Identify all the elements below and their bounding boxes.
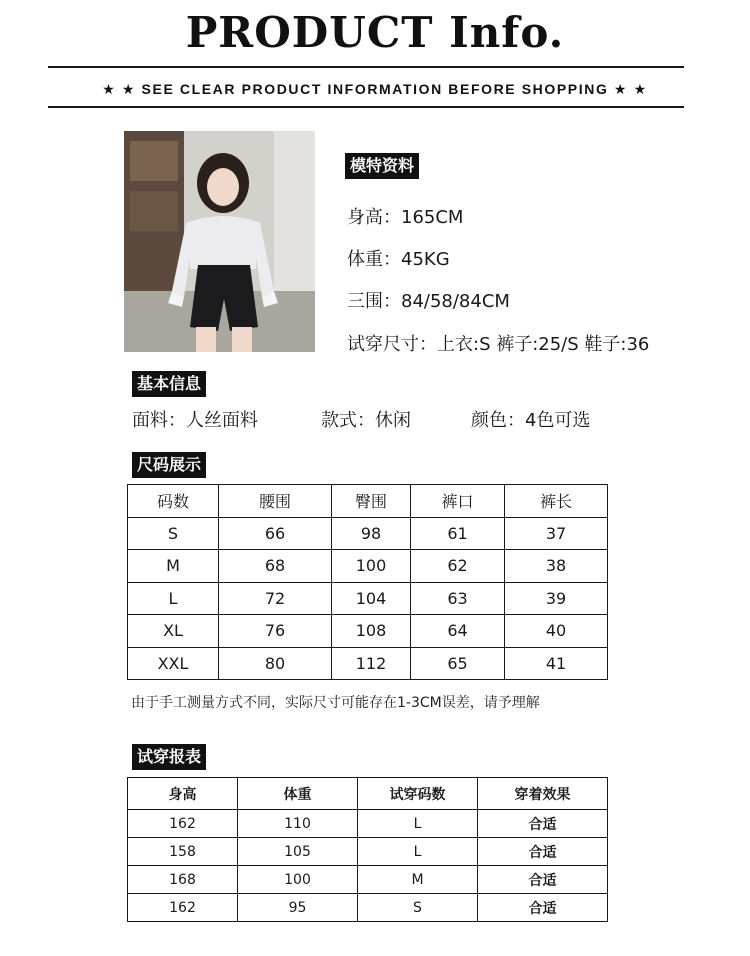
model-photo — [124, 131, 315, 352]
table-cell: 合适 — [478, 894, 608, 922]
table-cell: S — [128, 517, 219, 550]
table-cell: 162 — [128, 894, 238, 922]
table-cell: 66 — [219, 517, 332, 550]
table-cell: 158 — [128, 838, 238, 866]
size-chart-header-row — [128, 485, 608, 518]
table-row — [128, 894, 608, 922]
table-cell: 100 — [332, 550, 411, 583]
table-cell: 72 — [219, 582, 332, 615]
model-weight: 体重：45KG — [347, 249, 450, 270]
table-cell: 37 — [505, 517, 608, 550]
table-row — [128, 866, 608, 894]
table-row — [128, 810, 608, 838]
top-divider — [48, 66, 684, 68]
table-row — [128, 615, 608, 648]
size-chart-header: 腰围 — [219, 485, 332, 518]
table-cell: S — [358, 894, 478, 922]
size-chart-header: 裤口 — [411, 485, 505, 518]
table-cell: 68 — [219, 550, 332, 583]
table-cell: 64 — [411, 615, 505, 648]
table-cell: 39 — [505, 582, 608, 615]
measurement-note: 由于手工测量方式不同，实际尺寸可能存在1-3CM误差，请予理解 — [131, 695, 540, 711]
try-on-header: 试穿码数 — [358, 778, 478, 810]
model-info-label: 模特资料 — [345, 153, 419, 179]
try-on-header: 穿着效果 — [478, 778, 608, 810]
table-cell: 98 — [332, 517, 411, 550]
table-row — [128, 550, 608, 583]
fabric-info: 面料：人丝面料 — [132, 410, 258, 431]
table-cell: 40 — [505, 615, 608, 648]
basic-info-label: 基本信息 — [132, 371, 206, 397]
table-cell: 162 — [128, 810, 238, 838]
table-cell: 112 — [332, 647, 411, 680]
model-height: 身高：165CM — [347, 207, 464, 228]
table-cell: 105 — [238, 838, 358, 866]
table-cell: L — [358, 810, 478, 838]
table-cell: XL — [128, 615, 219, 648]
size-chart-label: 尺码展示 — [132, 452, 206, 478]
bottom-divider — [48, 106, 684, 108]
table-row — [128, 517, 608, 550]
table-cell: M — [128, 550, 219, 583]
table-cell: 100 — [238, 866, 358, 894]
model-photo-illustration — [124, 131, 315, 352]
table-cell: 63 — [411, 582, 505, 615]
size-chart-header: 裤长 — [505, 485, 608, 518]
table-cell: 38 — [505, 550, 608, 583]
try-on-header: 身高 — [128, 778, 238, 810]
table-cell: XXL — [128, 647, 219, 680]
table-cell: 168 — [128, 866, 238, 894]
model-measurements: 三围：84/58/84CM — [347, 291, 510, 312]
table-row — [128, 582, 608, 615]
table-cell: 65 — [411, 647, 505, 680]
table-cell: 95 — [238, 894, 358, 922]
table-cell: 80 — [219, 647, 332, 680]
try-on-table — [127, 777, 608, 922]
table-cell: 41 — [505, 647, 608, 680]
table-cell: 104 — [332, 582, 411, 615]
table-cell: 62 — [411, 550, 505, 583]
table-cell: 合适 — [478, 866, 608, 894]
size-chart-header: 臀围 — [332, 485, 411, 518]
table-cell: 合适 — [478, 838, 608, 866]
page-subtitle: ★ ★ SEE CLEAR PRODUCT INFORMATION BEFORE SHOPPING ★ ★ — [102, 81, 648, 97]
table-cell: 108 — [332, 615, 411, 648]
try-on-header: 体重 — [238, 778, 358, 810]
style-info: 款式：休闲 — [321, 410, 411, 431]
size-chart-header: 码数 — [128, 485, 219, 518]
try-on-header-row — [128, 778, 608, 810]
table-cell: M — [358, 866, 478, 894]
color-info: 颜色：4色可选 — [471, 410, 591, 431]
table-cell: L — [358, 838, 478, 866]
table-cell: 110 — [238, 810, 358, 838]
table-cell: 76 — [219, 615, 332, 648]
try-on-label: 试穿报表 — [132, 744, 206, 770]
table-cell: L — [128, 582, 219, 615]
table-cell: 合适 — [478, 810, 608, 838]
table-cell: 61 — [411, 517, 505, 550]
table-row — [128, 647, 608, 680]
table-row — [128, 838, 608, 866]
size-chart-table — [127, 484, 608, 680]
page-title: PRODUCT Info. — [185, 8, 565, 57]
model-fit-size: 试穿尺寸：上衣:S 裤子:25/S 鞋子:36 — [347, 334, 650, 355]
